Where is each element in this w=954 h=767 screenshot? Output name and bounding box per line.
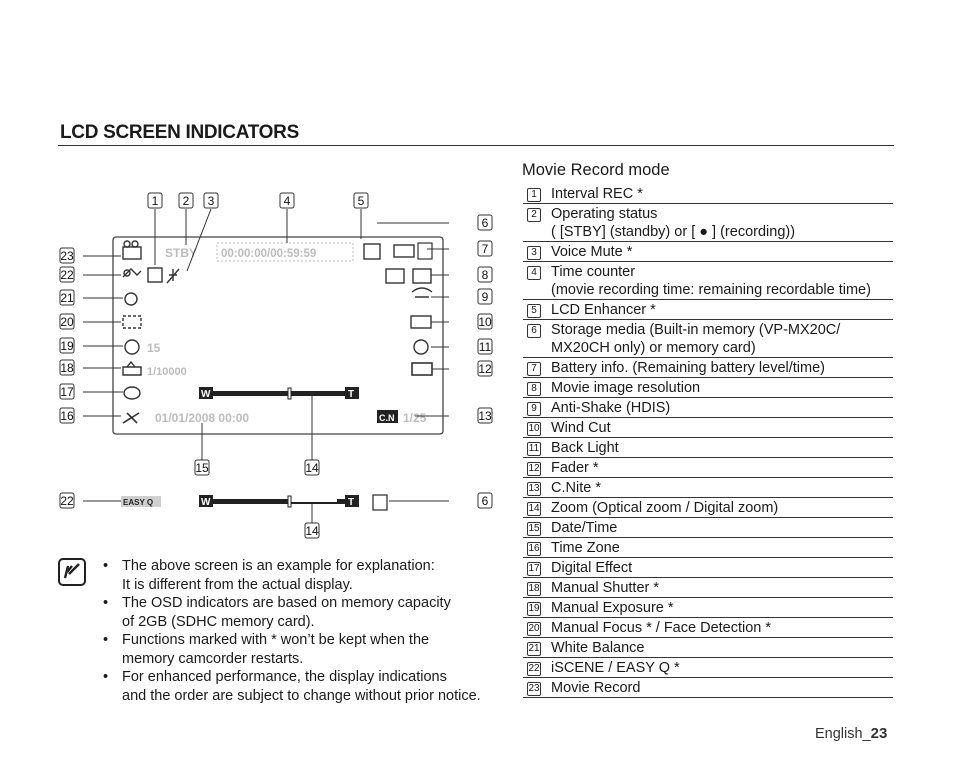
legend-row — [523, 638, 893, 658]
time-counter-text: 00:00:00/00:59:59 — [221, 248, 317, 260]
legend-number-badge: 4 — [527, 266, 541, 280]
page-footer — [815, 725, 887, 742]
legend-row — [523, 398, 893, 418]
legend-number-badge: 11 — [528, 443, 540, 454]
legend-text-line: (movie recording time: remaining recordable time) — [551, 282, 871, 298]
lcd-screen-diagram — [55, 185, 505, 545]
legend-row — [523, 458, 893, 478]
callout-number: 2 — [182, 194, 190, 208]
callout-number: 18 — [60, 361, 74, 375]
callout-number: 16 — [60, 409, 74, 423]
legend-number-badge: 7 — [527, 362, 541, 376]
note-line: memory camcorder restarts. — [122, 650, 304, 667]
legend-number-badge: 2 — [527, 208, 541, 222]
note-line: • For enhanced performance, the display indications — [122, 669, 447, 685]
callout-number: 3 — [207, 194, 215, 208]
legend-number-badge: 6 — [527, 324, 541, 338]
note-item — [103, 668, 513, 705]
note-item — [103, 557, 513, 594]
legend-number-badge: 20 — [528, 623, 540, 634]
cnite-value: 1/25 — [403, 411, 427, 425]
exposure-value: 15 — [147, 341, 161, 355]
zoom-knob — [288, 388, 291, 399]
legend-text: Fader * — [551, 460, 599, 476]
legend-number-badge: 19 — [528, 603, 540, 614]
legend-text: Manual Exposure * — [551, 600, 674, 616]
callout-number: 9 — [481, 290, 489, 304]
legend-text-line: Storage media (Built-in memory (VP-MX20C/ — [551, 322, 841, 338]
callout-number: 10 — [478, 315, 492, 329]
callout-number: 11 — [478, 340, 492, 354]
legend-row — [523, 262, 893, 300]
legend-text: Time Zone — [551, 540, 620, 556]
legend-row — [523, 618, 893, 638]
legend-text: Movie image resolution — [551, 380, 701, 396]
legend-number-badge: 3 — [527, 246, 541, 260]
legend-number-badge: 5 — [527, 304, 541, 318]
callout-number: 15 — [195, 461, 209, 475]
legend-text: C.Nite * — [551, 480, 601, 496]
legend-text: Manual Shutter * — [551, 580, 660, 596]
legend-number-badge: 15 — [528, 523, 540, 534]
notes-list — [103, 557, 513, 705]
callout-number: 6 — [481, 216, 489, 230]
legend-number-badge: 16 — [528, 543, 540, 554]
legend-row — [523, 658, 893, 678]
legend-text: Battery info. (Remaining battery level/time) — [551, 360, 825, 376]
callout-number: 5 — [357, 194, 365, 208]
legend-number-badge: 22 — [528, 663, 540, 674]
legend-number-badge: 13 — [528, 483, 540, 494]
callout-number: 14 — [305, 461, 319, 475]
legend-number-badge: 21 — [528, 643, 540, 654]
legend-text — [551, 321, 893, 357]
note-line: • The OSD indicators are based on memory capacity — [122, 595, 451, 611]
zoom2-digital — [291, 499, 337, 502]
easy-q-label: EASY Q — [123, 498, 154, 507]
callout-number: 23 — [60, 249, 74, 263]
legend-text: Manual Focus * / Face Detection * — [551, 620, 772, 636]
note-line: of 2GB (SDHC memory card). — [122, 613, 315, 630]
mode-title: Movie Record mode — [522, 161, 670, 179]
legend-text-line: Operating status — [551, 206, 658, 222]
callout-number: 13 — [478, 409, 492, 423]
zoom2-w-label: W — [201, 497, 211, 508]
callout-number: 14 — [305, 524, 319, 538]
legend-text-line: Time counter — [551, 264, 636, 280]
stby-text: STBY — [165, 246, 198, 260]
note-line: and the order are subject to change without prior notice. — [122, 687, 481, 704]
callout-number: 1 — [151, 194, 159, 208]
legend-text: Wind Cut — [551, 420, 611, 436]
legend-text-line: MX20CH only) or memory card) — [551, 340, 756, 356]
callout-number: 7 — [481, 242, 489, 256]
legend-row — [523, 678, 893, 698]
legend-row — [523, 358, 893, 378]
legend-row — [523, 538, 893, 558]
note-line: • The above screen is an example for explanation: — [122, 558, 435, 574]
legend-row — [523, 418, 893, 438]
title-divider — [58, 145, 894, 146]
memory-card-icon — [373, 495, 387, 510]
note-line: It is different from the actual display. — [122, 576, 353, 593]
lcd-frame — [113, 237, 443, 434]
callout-number: 21 — [60, 291, 74, 305]
legend-row — [523, 184, 893, 204]
legend-row — [523, 478, 893, 498]
legend-text — [551, 205, 893, 241]
cnite-icon-label: C.N — [379, 413, 395, 423]
legend-text: Movie Record — [551, 680, 641, 696]
legend-row — [523, 598, 893, 618]
legend-number-badge: 8 — [527, 382, 541, 396]
legend-row — [523, 498, 893, 518]
callout-number: 22 — [60, 268, 74, 282]
legend-text: Digital Effect — [551, 560, 633, 576]
callout-number: 6 — [481, 494, 489, 508]
zoom2-knob — [288, 496, 291, 507]
legend-text: iSCENE / EASY Q * — [551, 660, 680, 676]
legend-text: White Balance — [551, 640, 645, 656]
legend-row — [523, 378, 893, 398]
legend-row — [523, 300, 893, 320]
callout-number: 4 — [283, 194, 291, 208]
legend-text: Voice Mute * — [551, 244, 633, 260]
legend-text: LCD Enhancer * — [551, 302, 656, 318]
callout-number: 22 — [60, 494, 74, 508]
zoom-t-label: T — [348, 389, 355, 400]
legend-row — [523, 578, 893, 598]
legend-number-badge: 1 — [527, 188, 541, 202]
legend-text — [551, 263, 893, 299]
legend-row — [523, 438, 893, 458]
callout-number: 20 — [60, 315, 74, 329]
datetime-text: 01/01/2008 00:00 — [155, 411, 250, 425]
legend-number-badge: 10 — [528, 423, 540, 434]
legend-row — [523, 518, 893, 538]
legend-text: Date/Time — [551, 520, 618, 536]
zoom-track — [213, 391, 345, 396]
legend-number-badge: 23 — [528, 683, 540, 694]
note-item — [103, 631, 513, 668]
zoom-w-label: W — [201, 389, 211, 400]
legend-number-badge: 9 — [527, 402, 541, 416]
legend-text: Back Light — [551, 440, 619, 456]
section-title: LCD SCREEN INDICATORS — [60, 122, 299, 143]
callout-number: 8 — [481, 268, 489, 282]
note-line: • Functions marked with * won’t be kept when the — [122, 632, 430, 648]
legend-number-badge: 14 — [528, 503, 540, 514]
footer-language: English_ — [815, 726, 871, 742]
legend-number-badge: 18 — [528, 583, 540, 594]
legend-row — [523, 204, 893, 242]
legend-text-line: ( [STBY] (standby) or [ ● ] (recording)) — [551, 224, 796, 240]
legend-row — [523, 242, 893, 262]
legend-number-badge: 17 — [528, 563, 540, 574]
zoom2-t-label: T — [348, 497, 355, 508]
legend-row — [523, 558, 893, 578]
callout-number: 19 — [60, 339, 74, 353]
note-item — [103, 594, 513, 631]
callout-number: 17 — [60, 385, 74, 399]
legend-number-badge: 12 — [528, 463, 540, 474]
note-icon — [58, 558, 86, 586]
page-number: 23 — [870, 725, 888, 742]
indicator-legend — [523, 184, 893, 698]
legend-text: Anti-Shake (HDIS) — [551, 400, 671, 416]
legend-row — [523, 320, 893, 358]
legend-text: Interval REC * — [551, 186, 643, 202]
callout-number: 12 — [478, 362, 492, 376]
legend-text: Zoom (Optical zoom / Digital zoom) — [551, 500, 779, 516]
shutter-value: 1/10000 — [147, 366, 187, 378]
